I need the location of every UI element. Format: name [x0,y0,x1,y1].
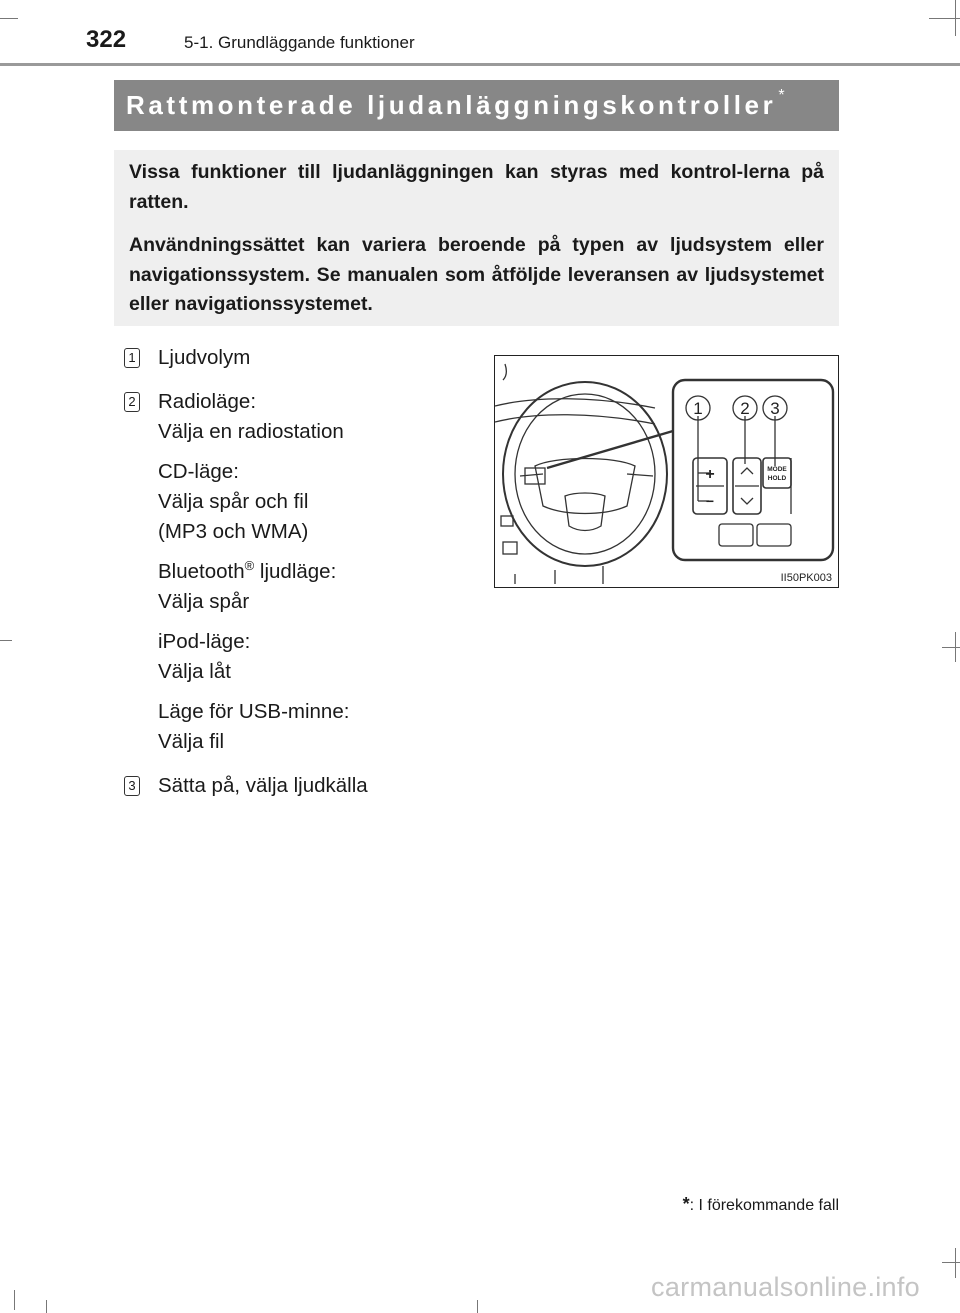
watermark: carmanualsonline.info [651,1272,920,1302]
crop-mark [14,1290,15,1310]
vent [503,542,517,554]
list-item [124,387,484,757]
chapter-title: 5-1. Grundläggande funktioner [184,33,415,52]
page-number: 322 [86,26,127,53]
mode-label: Radioläge: [158,390,257,413]
radio-mode-block [158,387,484,447]
list-item [124,343,484,373]
airbag-cover [565,493,605,531]
steering-wheel-figure [494,355,839,588]
intro-box [114,150,839,326]
mode-description: Välja en radiostation [158,420,344,443]
figure-code: II50PK003 [780,572,832,584]
item-number-badge: 1 [124,348,140,368]
bluetooth-suffix: ljudläge: [254,560,337,583]
crop-mark [955,1248,956,1278]
intro-paragraph: Vissa funktioner till ljudanläggningen kan styras med kontrol-lerna på ratten. [129,161,824,213]
dash-line [495,399,655,408]
registered-mark: ® [244,558,255,574]
control-list [124,343,484,815]
mode-label: CD-läge: [158,460,239,483]
footnote [683,1194,839,1215]
steering-wheel-rim [503,382,667,566]
mode-label: iPod-läge: [158,630,251,653]
steering-wheel-illustration [495,356,838,587]
intro-paragraph: Användningssättet kan variera beroende på typen av ljudsystem eller navigationssystem. Se manualen som åtföljde leveransen av ljudsystemet eller navigationssystemet. [129,234,824,315]
mode-description: Välja spår [158,590,250,613]
spoke [520,474,543,476]
item-text: Ljudvolym [158,346,251,369]
mode-label: MODE [767,466,787,473]
usb-mode-block [158,697,484,757]
plus-label: + [705,466,715,483]
callout-number: 3 [770,399,780,418]
footnote-star: * [682,1194,690,1214]
dash-line [503,364,506,380]
mode-label [158,557,484,587]
minus-label: − [705,493,715,509]
ipod-mode-block [158,627,484,687]
item-number-badge: 3 [124,776,140,796]
cd-mode-block [158,457,484,547]
item-text: Sätta på, välja ljudkälla [158,774,368,797]
callout-number: 2 [740,399,750,418]
crop-mark [942,647,960,648]
mode-label: Läge för USB-minne: [158,700,350,723]
crop-mark [955,632,956,662]
hold-label: HOLD [767,475,787,482]
callout-number: 1 [693,399,703,418]
mode-description: Välja fil [158,730,225,753]
mode-description: Välja låt [158,660,231,683]
crop-mark [955,0,956,36]
section-title: Rattmonterade ljudanläggningskontroller [126,90,777,120]
crop-mark [477,1300,478,1313]
crop-mark [942,1262,960,1263]
bluetooth-name: Bluetooth [158,560,245,583]
small-switch [525,468,545,484]
crop-mark [0,640,12,641]
header-rule [0,63,960,66]
footnote-text: : I förekommande fall [689,1197,839,1214]
mode-description: Välja spår och fil [158,490,309,513]
list-item [124,771,484,801]
mode-note: (MP3 och WMA) [158,520,309,543]
vent [501,516,513,526]
section-banner [114,80,839,131]
crop-mark [0,18,18,19]
section-star: * [778,86,785,104]
bluetooth-mode-block [158,557,484,617]
spoke [627,474,653,476]
crop-mark [46,1300,47,1313]
item-number-badge: 2 [124,392,140,412]
